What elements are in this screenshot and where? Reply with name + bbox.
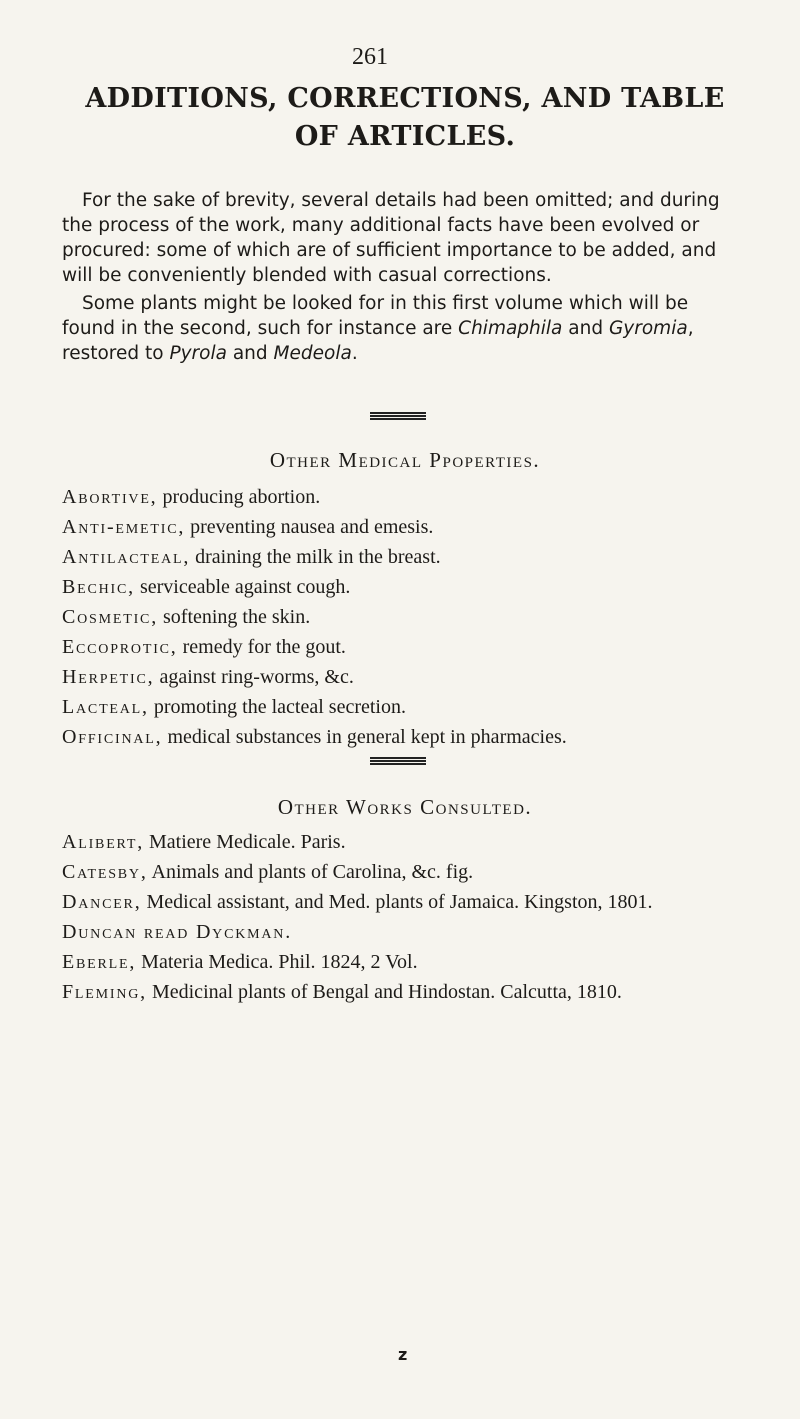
- intro-p2-medeola: Medeola: [273, 343, 352, 364]
- list-item-definition: medical substances in general kept in pharmacies.: [162, 726, 567, 748]
- heading-line-2: OF ARTICLES.: [294, 121, 516, 152]
- list-item-definition: Medicinal plants of Bengal and Hindostan. Calcutta, 1810.: [146, 981, 622, 1003]
- intro-p2-gyromia: Gyromia: [608, 318, 688, 339]
- list-item-term: Duncan: [62, 921, 138, 943]
- list-item: [62, 662, 762, 692]
- intro-p2-pre: Some plants might be looked for in this first volume which will be found in the second, such for instance are: [62, 293, 689, 339]
- divider-2: [370, 757, 426, 765]
- list-item-definition: promoting the lacteal secretion.: [148, 696, 406, 718]
- list-item: [62, 512, 762, 542]
- list-item-definition: softening the skin.: [158, 606, 311, 628]
- medical-properties-title: Other Medical Ppoperties.: [269, 448, 541, 472]
- list-item-definition: preventing nausea and emesis.: [185, 516, 434, 538]
- list-item-definition: Materia Medica. Phil. 1824, 2 Vol.: [136, 951, 418, 973]
- page-heading: [60, 80, 750, 156]
- intro-text: [62, 188, 742, 366]
- list-item-term: Bechic,: [62, 576, 135, 598]
- list-item-term: Herpetic,: [62, 666, 155, 688]
- works-consulted-title: Other Works Consulted.: [277, 795, 533, 819]
- list-item-definition: Matiere Medicale. Paris.: [144, 831, 346, 853]
- list-item: [62, 860, 762, 884]
- list-item: [62, 542, 762, 572]
- list-item-term: Officinal,: [62, 726, 163, 748]
- list-item-term: Alibert,: [62, 831, 144, 853]
- list-item-definition: producing abortion.: [157, 486, 321, 508]
- list-item-definition: remedy for the gout.: [177, 636, 346, 658]
- list-item: [62, 632, 762, 662]
- list-item-definition: against ring-worms, &c.: [154, 666, 354, 688]
- list-item: [62, 950, 762, 974]
- intro-p2-chimaphila: Chimaphila: [458, 318, 563, 339]
- list-item-definition: serviceable against cough.: [134, 576, 351, 598]
- intro-paragraph-2: [62, 291, 742, 366]
- list-item: [62, 602, 762, 632]
- heading-line-1: ADDITIONS, CORRECTIONS, AND TABLE: [85, 83, 725, 114]
- list-item-term: Anti-emetic,: [62, 516, 186, 538]
- signature-mark: z: [398, 1345, 408, 1364]
- divider-1: [370, 412, 426, 420]
- list-item: [62, 482, 762, 512]
- list-item: [62, 722, 762, 752]
- list-item: [62, 692, 762, 722]
- intro-p2-and: and: [562, 318, 609, 339]
- list-item-definition: read Dyckman.: [137, 921, 293, 943]
- list-item-definition: draining the milk in the breast.: [190, 546, 441, 568]
- list-item-term: Eberle,: [62, 951, 137, 973]
- list-item-term: Abortive,: [62, 486, 158, 508]
- intro-paragraph-1: For the sake of brevity, several details had been omitted; and during the process of the work, many additional facts have been evolved or procured: some of which are of sufficient importance to be added, and will be conveniently blended with casual corrections.: [62, 190, 720, 286]
- medical-properties-list: [62, 482, 762, 752]
- page-number: 261: [352, 44, 388, 70]
- list-item-term: Fleming,: [62, 981, 147, 1003]
- list-item: [62, 980, 762, 1004]
- list-item-term: Eccoprotic,: [62, 636, 178, 658]
- list-item-term: Catesby,: [62, 861, 148, 883]
- list-item-term: Antilacteal,: [62, 546, 191, 568]
- list-item-term: Cosmetic,: [62, 606, 158, 628]
- list-item: [62, 830, 762, 854]
- list-item: [62, 890, 762, 914]
- list-item-definition: Medical assistant, and Med. plants of Jamaica. Kingston, 1801.: [141, 891, 653, 913]
- intro-p2-end: .: [351, 343, 358, 364]
- list-item-term: Lacteal,: [62, 696, 149, 718]
- list-item: [62, 572, 762, 602]
- intro-p2-and-2: and: [226, 343, 274, 364]
- list-item-definition: Animals and plants of Carolina, &c. fig.: [147, 861, 474, 883]
- list-item: [62, 920, 762, 944]
- works-consulted-list: [62, 830, 762, 1010]
- intro-p2-pyrola: Pyrola: [169, 343, 227, 364]
- list-item-term: Dancer,: [62, 891, 142, 913]
- intro-p2-mid: , restored to: [62, 318, 694, 364]
